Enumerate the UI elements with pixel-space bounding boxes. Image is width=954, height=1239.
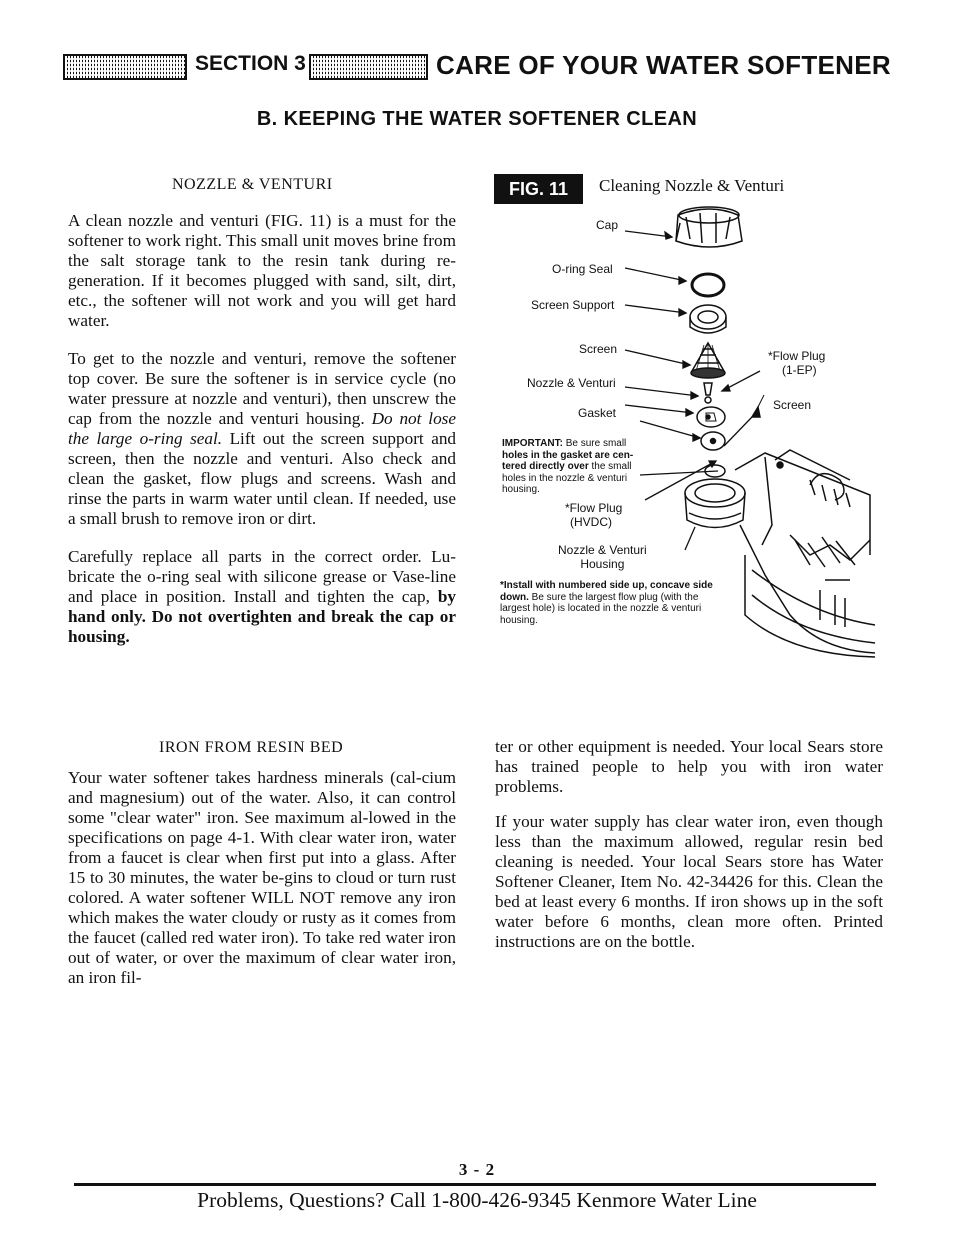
label-housing-line1: Nozzle & Venturi — [558, 543, 647, 557]
nozzle-p2-italic: Do not lose the large o-ring seal. — [68, 409, 456, 448]
nozzle-venturi-icon — [704, 383, 712, 403]
header-pattern-left — [63, 54, 187, 80]
figure-badge: FIG. 11 — [494, 174, 583, 204]
nozzle-p3-text: Carefully replace all parts in the correct order. Lu-bricate the o-ring seal with silicone grease or Vase-line and place in position. Install and tighten the cap, — [68, 547, 456, 606]
important-text-1: Be sure small — [565, 438, 627, 449]
label-screen-right: Screen — [773, 398, 812, 412]
install-text: Be sure the largest flow plug (with the largest hole) is located in the nozzle & venturi housing. — [500, 591, 702, 626]
nozzle-p3-bold: by hand only. Do not overtighten and break the cap or housing. — [68, 587, 456, 646]
iron-paragraph-3: If your water supply has clear water iron, even though less than the maximum allowed, regular resin bed cleaning is needed. Your local Sears store has Water Softener Cleaner, Item No. 42-34426 for this. Clean the bed at least every 6 months. If iron shows up in the soft water before 6 months, clean more often. Printed instructions are on the bottle. — [495, 812, 883, 951]
header-pattern-right — [309, 54, 428, 80]
label-flow-plug-hvdc-line2: (HVDC) — [570, 515, 612, 529]
label-gasket: Gasket — [578, 406, 617, 420]
label-screen-support: Screen Support — [531, 298, 615, 312]
label-flow-plug-hvdc-line1: *Flow Plug — [565, 501, 623, 515]
nozzle-paragraph-3 — [68, 547, 456, 647]
nozzle-p2-text-b: Lift out the screen support and screen, then the nozzle and venturi. Also check and clean the gasket, flow plugs and screens. Wash and rinse the parts in warm water until clean. If needed, use a small brush to remove iron or dirt. — [68, 429, 457, 528]
iron-heading: IRON FROM RESIN BED — [159, 739, 344, 756]
nozzle-paragraph-2 — [68, 349, 456, 529]
install-note — [500, 580, 728, 626]
iron-paragraph-1: Your water softener takes hardness minerals (cal-cium and magnesium) out of the water. Also, it can control some "clear water" iron. See maximum al-lowed in the specifications on page 4-1. With clear water iron, water from a faucet is clear when first put into a glass. After 15 to 30 minutes, the water be-gins to cloud or turn rust colored. A water softener WILL NOT remove any iron which makes the water cloudy or rusty as it comes from the faucet (called red water iron). To take red water iron out of water, or over the maximum of clear water iron, an iron fil- — [68, 768, 456, 987]
page-subtitle: B. KEEPING THE WATER SOFTENER CLEAN — [256, 108, 698, 130]
screen-support-icon — [690, 305, 726, 333]
install-bold: *Install with numbered side up, concave side down. — [500, 580, 713, 603]
important-bold-2: holes in the gasket are cen-tered directly over — [502, 449, 634, 472]
label-flow-plug-hvdc — [565, 501, 622, 529]
page-title: CARE OF YOUR WATER SOFTENER — [436, 50, 891, 80]
screen-icon — [691, 343, 725, 378]
cap-icon — [676, 207, 742, 247]
nozzle-p2-text: To get to the nozzle and venturi, remove the softener top cover. Be sure the softener is in service cycle (no water pressure at nozzle and venturi), then unscrew the cap from the nozzle and venturi housing. — [68, 349, 456, 428]
gasket-icon — [697, 407, 725, 427]
nozzle-text — [68, 211, 456, 647]
important-label: IMPORTANT: — [502, 438, 563, 449]
label-flow-plug-1ep-line2: (1-EP) — [782, 363, 817, 377]
label-housing — [558, 543, 647, 571]
label-housing-line2: Housing — [580, 557, 625, 571]
label-nozzle-venturi: Nozzle & Venturi — [527, 376, 616, 390]
iron-paragraph-2: ter or other equipment is needed. Your local Sears store has trained people to help you with iron water problems. — [495, 737, 883, 796]
important-text-2: the small holes in the nozzle & venturi housing. — [502, 461, 632, 495]
nozzle-paragraph-1: A clean nozzle and venturi (FIG. 11) is a must for the softener to work right. This small unit moves brine from the salt storage tank to the resin tank during re-generation. If it becomes plugged with sand, silt, dirt, etc., the softener will not work and you will get hard water. — [68, 211, 456, 330]
label-screen: Screen — [579, 342, 618, 356]
important-note — [502, 438, 654, 496]
o-ring-icon — [692, 274, 724, 296]
label-flow-plug-1ep-line1: *Flow Plug — [768, 349, 826, 363]
page-number: 3 - 2 — [458, 1160, 496, 1179]
label-flow-plug-1ep — [768, 349, 825, 377]
label-cap: Cap — [596, 218, 619, 232]
section-label: SECTION 3 — [195, 52, 306, 75]
footer-hotline: Problems, Questions? Call 1-800-426-9345 Kenmore Water Line — [197, 1188, 757, 1212]
nozzle-heading: NOZZLE & VENTURI — [172, 176, 333, 193]
footer-divider — [74, 1183, 876, 1186]
label-oring: O-ring Seal — [552, 262, 613, 276]
figure-caption: Cleaning Nozzle & Venturi — [599, 176, 785, 195]
